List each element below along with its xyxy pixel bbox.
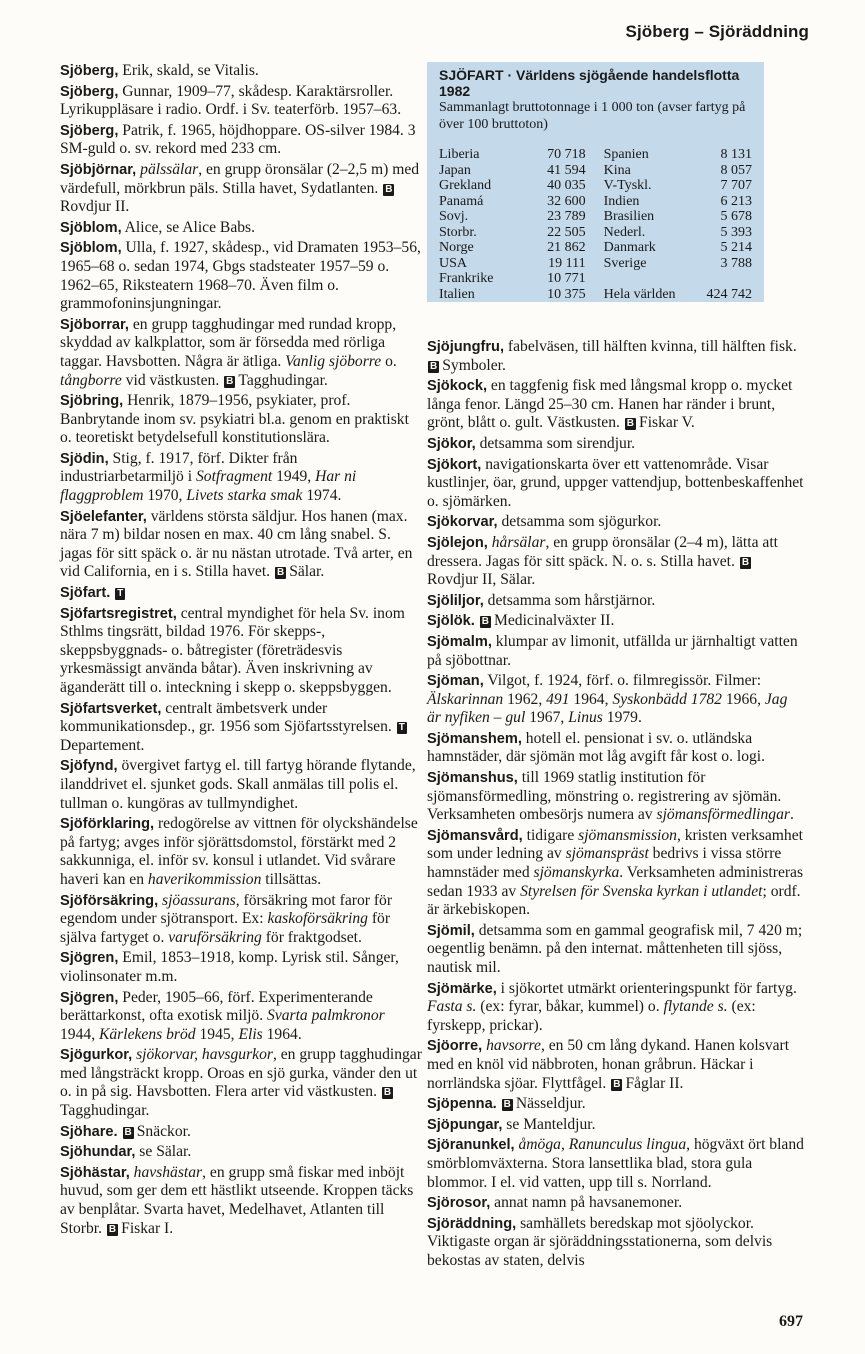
page-number: 697	[779, 1313, 803, 1330]
dictionary-entry	[60, 62, 422, 81]
fleet-tonnage: 40 035	[547, 178, 586, 194]
fleet-tonnage: 5 678	[720, 209, 752, 225]
fleet-total-label: Hela världen	[603, 286, 676, 302]
entry-headword: Sjöblom,	[60, 240, 122, 257]
entry-text: o.	[381, 352, 397, 370]
entry-headword: Sjöorre,	[427, 1038, 483, 1055]
entry-text: Fåglar II.	[625, 1074, 684, 1092]
entry-headword: Sjöberg,	[60, 63, 119, 79]
entry-headword: Sjöhundar,	[60, 1144, 136, 1161]
entry-headword: Sjöranunkel,	[427, 1137, 515, 1154]
entry-text: Rovdjur II, Sälar.	[427, 571, 536, 589]
entry-text: . Verksamheten administreras sedan 1933 av	[427, 864, 804, 900]
dictionary-entry	[60, 605, 422, 698]
entry-text: annat namn på havsanemoner.	[490, 1194, 683, 1212]
fleet-tonnage: 8 131	[720, 147, 752, 163]
entry-italic-term: Vanlig sjöborre	[285, 352, 382, 370]
entry-text: 1944,	[60, 1025, 99, 1043]
entry-text: central myndighet för hela Sv. inom Sthlms tingsrätt, bildad 1976. För skepps-, skeppsbyggnads- o. båtregister (företrädesvis yrkesmässigt använda båtar). Även inskrivning av äganderätt till o. inteckning i skepp o. skeppsbyggen.	[60, 604, 405, 696]
entry-text: (ex: fyrskepp, prickar).	[427, 998, 756, 1034]
entry-text: Sälar.	[289, 563, 325, 581]
dictionary-entry	[60, 949, 422, 986]
entry-text	[497, 1095, 501, 1112]
dictionary-entry	[427, 769, 805, 825]
fleet-tonnage: 41 594	[547, 162, 586, 178]
right-column	[427, 338, 805, 1273]
entry-headword: Sjöberg,	[60, 122, 119, 139]
fleet-tonnage: 6 213	[720, 193, 752, 209]
page-header: Sjöberg – Sjöräddning	[625, 22, 809, 41]
entry-headword: Sjöliljor,	[427, 592, 484, 609]
left-column	[60, 62, 422, 1240]
cross-reference-icon: B	[276, 567, 285, 579]
entry-headword: Sjörosor,	[427, 1195, 491, 1212]
entry-headword: Sjömalm,	[427, 633, 492, 650]
entry-italic-term: Sotfragment	[195, 468, 273, 486]
entry-text: Emil, 1853–1918, komp. Lyrisk stil. Sånger, violinsonater m.m.	[60, 949, 399, 985]
entry-text: klumpar av limonit, utfällda ur järnhaltigt vatten på sjöbottnar.	[427, 632, 798, 669]
fleet-row	[439, 178, 604, 194]
entry-text: , försäkring mot faror för egendom under sjötransport. Ex:	[60, 891, 393, 928]
entry-italic-term: Fasta s.	[427, 998, 477, 1016]
entry-italic-term: Livets starka smak	[186, 487, 303, 505]
fleet-row	[439, 240, 604, 256]
dictionary-entry	[60, 1143, 422, 1162]
fleet-tonnage: 8 057	[720, 162, 752, 178]
fleet-country: Panamá	[439, 193, 484, 209]
entry-headword: Sjömansvård,	[427, 827, 523, 844]
entry-text: Gunnar, 1909–77, skådesp. Karaktärsroller. Lyrikuppläsare i radio. Ordf. i Sv. teaterförb. 1957–63.	[60, 82, 402, 119]
fleet-tonnage: 10 771	[547, 271, 586, 287]
fleet-row	[604, 194, 752, 210]
dictionary-entry	[60, 316, 422, 390]
entry-headword: Sjöbjörnar,	[60, 161, 137, 178]
fleet-row	[604, 225, 752, 241]
entry-headword: Sjöpenna.	[427, 1096, 497, 1113]
fleet-country: Indien	[603, 193, 640, 209]
dictionary-entry	[427, 338, 805, 375]
shipping-fact-box	[427, 62, 764, 302]
dictionary-entry	[60, 815, 422, 889]
entry-text: 1979.	[602, 709, 642, 727]
entry-text: vid västkusten.	[121, 371, 224, 389]
entry-text: Nässeldjur.	[515, 1095, 586, 1113]
cross-reference-icon: B	[613, 1078, 621, 1090]
entry-text: , högväxt ört bland smörblomväxterna. Stora lansettlika blad, stora gula blommor. I el. vid vatten, upp till s. Norrland.	[427, 1136, 804, 1191]
entry-text: för själva fartyget o.	[60, 910, 391, 946]
dictionary-entry	[427, 1215, 805, 1271]
entry-text: Patrik, f. 1965, höjdhoppare. OS-silver 1984. 3 SM-guld o. sv. rekord med 233 cm.	[60, 121, 416, 158]
dictionary-entry	[427, 1136, 805, 1192]
cross-reference-icon: T	[398, 722, 405, 734]
entry-headword: Sjöblom,	[60, 219, 122, 236]
entry-headword: Sjökorvar,	[427, 514, 498, 531]
cross-reference-icon: B	[741, 556, 750, 568]
dictionary-entry	[60, 892, 422, 948]
entry-text: samhällets beredskap mot sjöolyckor. Viktigaste organ är sjöräddningsstationerna, som delvis bekostas av staten, delvis	[427, 1214, 773, 1269]
fleet-row	[439, 163, 604, 179]
fleet-tonnage: 22 505	[547, 224, 586, 240]
fleet-tonnage: 7 707	[720, 178, 752, 194]
entry-headword: Sjöräddning,	[427, 1215, 517, 1232]
entry-text: detsamma som hårstjärnor.	[483, 591, 656, 609]
entry-text: tillsättas.	[261, 870, 322, 888]
entry-headword: Sjögren,	[60, 989, 119, 1006]
fleet-table	[439, 147, 752, 302]
entry-text	[110, 584, 114, 601]
fleet-country: Kina	[603, 162, 631, 178]
fleet-tonnage: 10 375	[547, 286, 586, 302]
entry-headword: Sjögurkor,	[60, 1047, 133, 1064]
fleet-row-spacer	[604, 271, 752, 287]
fleet-country: Norge	[439, 240, 474, 256]
entry-text: Stig, f. 1917, förf. Dikter från industriarbetarmiljö i	[60, 449, 298, 486]
entry-headword: Sjöberg,	[60, 83, 119, 100]
dictionary-entry	[427, 513, 805, 532]
dictionary-entry	[427, 377, 805, 433]
entry-italic-term: sjöassurans	[162, 891, 236, 909]
entry-text: till 1969 statlig institution för sjömansförmedling, mönstring o. registrering av sjömän. Verksamheten ombesörjs numera av	[427, 769, 782, 824]
fleet-country: Frankrike	[439, 271, 494, 287]
entry-text: (ex: fyrar, båkar, kummel) o.	[476, 998, 664, 1016]
dictionary-entry	[427, 1095, 805, 1114]
entry-headword: Sjöfartsregistret,	[60, 605, 177, 622]
entry-text: 1974.	[302, 487, 342, 505]
fleet-country: USA	[439, 255, 468, 271]
dictionary-entry	[427, 612, 805, 631]
entry-headword: Sjöfart.	[60, 585, 111, 602]
fleet-row	[439, 256, 604, 272]
entry-text	[118, 1123, 122, 1140]
fleet-country: Nederl.	[603, 224, 646, 240]
entry-headword: Sjömanshem,	[427, 730, 522, 747]
fleet-country: Danmark	[603, 240, 656, 256]
entry-text: Medicinalväxter II.	[493, 612, 615, 630]
dictionary-entry	[427, 633, 805, 670]
entry-italic-term: Elis	[238, 1025, 263, 1043]
entry-headword: Sjöjungfru,	[427, 339, 505, 355]
entry-italic-term: Linus	[568, 709, 603, 727]
entry-text: bedrivs i vissa större hamnstäder med	[427, 845, 782, 882]
entry-text: 1964,	[569, 690, 613, 708]
dictionary-entry	[60, 122, 422, 159]
fleet-row	[604, 163, 752, 179]
fleet-tonnage: 3 788	[720, 255, 752, 271]
entry-text: se Sälar.	[135, 1143, 192, 1161]
entry-text: en grupp tagghudingar med rundad kropp, skyddad av kalkplattor, som är försedda med rörliga taggar. Havsbotten. Några är ätliga.	[60, 315, 397, 370]
entry-text: Departement.	[60, 736, 145, 754]
fleet-tonnage: 5 214	[720, 240, 752, 256]
entry-text: 1970,	[143, 487, 187, 505]
entry-text: , en 50 cm lång dykand. Hanen kolsvart med en knöl vid näbbroten, honan gråbrun. Häckar i norrländska sjöar. Flyttfågel.	[427, 1037, 790, 1092]
entry-headword: Sjöförklaring,	[60, 816, 155, 833]
cross-reference-icon: B	[124, 1126, 132, 1138]
entry-italic-term: flytande s.	[663, 998, 728, 1016]
entry-italic-term: Svarta palmkronor	[267, 1007, 385, 1025]
entry-headword: Sjöförsäkring,	[60, 892, 159, 909]
entry-headword: Sjöborrar,	[60, 316, 129, 333]
entry-text: Tagghudingar.	[60, 1102, 150, 1120]
entry-italic-term: havsorre	[486, 1037, 541, 1055]
fleet-country: Brasilien	[603, 209, 655, 225]
dictionary-entry	[427, 435, 805, 454]
entry-text: detsamma som sirendjur.	[475, 434, 636, 452]
entry-text: Fiskar V.	[639, 414, 695, 432]
dictionary-entry	[60, 1123, 422, 1142]
entry-text: Erik, skald, se Vitalis.	[118, 62, 259, 79]
entry-italic-term: sjömanspräst	[565, 845, 649, 863]
fleet-country: Japan	[439, 162, 471, 178]
entry-text: Vilgot, f. 1924, förf. o. filmregissör. Filmer:	[483, 672, 762, 690]
entry-text: , en grupp små fiskar med inböjt huvud, som ger dem ett hästlikt utseende. Kroppen täcks av benplåtar. Svarta havet, Medelhavet, Atlanten till Storbr.	[60, 1163, 414, 1237]
fleet-country: Grekland	[439, 178, 492, 194]
fleet-row	[604, 240, 752, 256]
dictionary-entry	[60, 584, 422, 603]
entry-headword: Sjökock,	[427, 378, 488, 395]
entry-headword: Sjölök.	[427, 613, 475, 630]
cross-reference-icon: B	[503, 1099, 511, 1111]
entry-text: 1964.	[262, 1025, 302, 1043]
fleet-country: Liberia	[439, 147, 480, 163]
entry-headword: Sjöman,	[427, 673, 484, 690]
entry-text: , en grupp tagghudingar med långsträckt kropp. Oroas en sjö gurka, vänder den ut o. in på sig. Havsbotten. Flera arter vid västkusten.	[60, 1046, 422, 1101]
dictionary-entry	[60, 1046, 422, 1120]
fleet-tonnage: 5 393	[720, 224, 752, 240]
entry-italic-term: haverikommission	[147, 870, 262, 888]
entry-text: Rovdjur II.	[60, 198, 130, 216]
entry-headword: Sjöfynd,	[60, 758, 118, 775]
entry-text: fabelväsen, till hälften kvinna, till hälften fisk.	[504, 338, 797, 355]
dictionary-entry	[60, 83, 422, 120]
entry-text: Henrik, 1879–1956, psykiater, prof. Banbrytande inom sv. psykiatri bl.a. genom en praktiskt o. teoretiskt betydelsefull konstitutionslära.	[60, 392, 409, 447]
fleet-country: Sverige	[603, 255, 647, 271]
dictionary-entry	[427, 1194, 805, 1213]
entry-italic-term: Syskonbädd 1782	[612, 690, 722, 708]
entry-italic-term: sjömansförmedlingar	[656, 806, 790, 824]
dictionary-entry	[60, 1164, 422, 1238]
entry-text: 1962,	[503, 690, 547, 708]
entry-text: Snäckor.	[136, 1122, 191, 1140]
fleet-tonnage: 23 789	[547, 209, 586, 225]
dictionary-entry	[60, 450, 422, 506]
dictionary-entry	[427, 1037, 805, 1093]
entry-text: Alice, se Alice Babs.	[121, 218, 256, 236]
dictionary-entry	[427, 980, 805, 1036]
entry-headword: Sjögren,	[60, 950, 119, 967]
entry-headword: Sjöelefanter,	[60, 508, 147, 525]
cross-reference-icon: B	[226, 375, 234, 387]
cross-reference-icon: T	[117, 588, 124, 600]
entry-text: Fiskar I.	[121, 1219, 174, 1237]
dictionary-entry	[60, 161, 422, 217]
entry-headword: Sjöhästar,	[60, 1164, 130, 1181]
entry-text: navigationskarta över ett vattenområde. Visar kustlinjer, öar, grund, uppger vattendjup, bottenbeskaffenhet o. sjömärken.	[427, 455, 804, 510]
entry-italic-term: sjökorvar, havsgurkor	[136, 1046, 273, 1064]
entry-italic-term: tångborre	[60, 371, 122, 389]
entry-headword: Sjöbring,	[60, 393, 124, 410]
dictionary-entry	[60, 757, 422, 813]
entry-text: Peder, 1905–66, förf. Experimenterande berättarkonst, ofta exotisk miljö.	[60, 988, 373, 1025]
fleet-tonnage: 70 718	[547, 147, 586, 163]
fleet-total-value: 424 742	[706, 286, 752, 302]
entry-text: en taggfenig fisk med långsmal kropp o. mycket långa fenor. Längd 25–30 cm. Hanen har ränder i brunt, grönt, blått o. gult. Västkusten.	[427, 377, 793, 432]
fleet-row	[439, 271, 604, 287]
entry-italic-term: sjömanskyrka	[533, 864, 620, 882]
fleet-row	[604, 147, 752, 163]
entry-text: , kristen verksamhet som under ledning av	[427, 826, 803, 863]
entry-headword: Sjömärke,	[427, 980, 497, 997]
dictionary-entry	[427, 922, 805, 978]
entry-text: för fraktgodset.	[261, 928, 362, 946]
fleet-row	[439, 194, 604, 210]
fleet-country: Spanien	[603, 147, 649, 163]
dictionary-entry	[60, 700, 422, 756]
entry-text: hotell el. pensionat i sv. o. utländska hamnstäder, där sjömän mot låg avgift får kost o. logi.	[427, 729, 766, 766]
entry-text: detsamma som en gammal geografisk mil, 7 420 m; oegentlig benämn. på den internat. måttenheten till sjöss, nautisk mil.	[427, 921, 803, 976]
fact-box-subtitle: Sammanlagt bruttotonnage i 1 000 ton (avser fartyg på över 100 bruttoton)	[439, 100, 746, 132]
entry-text: 1945,	[195, 1025, 239, 1043]
entry-italic-term: Har ni flaggproblem	[60, 468, 357, 505]
entry-italic-term: Jag är nyfiken – gul	[427, 690, 788, 727]
entry-headword: Sjöfartsverket,	[60, 700, 162, 717]
entry-headword: Sjökort,	[427, 456, 482, 473]
entry-italic-term: Styrelsen för Svenska kyrkan i utlandet	[520, 882, 763, 900]
cross-reference-icon: B	[626, 418, 635, 430]
entry-text: , en grupp öronsälar (2–2,5 m) med värdefull, mörkbrun päls. Stilla havet, Sydatlanten.	[60, 160, 420, 197]
dictionary-entry	[427, 534, 805, 590]
entry-italic-term: havshästar	[133, 1163, 203, 1181]
entry-text: 1967,	[525, 709, 569, 727]
entry-text: .	[789, 806, 794, 824]
dictionary-entry	[427, 827, 805, 920]
entry-text: 1949,	[272, 468, 316, 486]
fleet-table-right-column	[604, 147, 752, 302]
cross-reference-icon: B	[108, 1223, 117, 1235]
dictionary-entry	[60, 239, 422, 313]
cross-reference-icon: B	[385, 183, 393, 195]
entry-italic-term: sjömansmission	[578, 826, 677, 844]
entry-italic-term: kaskoförsäkring	[267, 910, 368, 928]
entry-text: Symboler.	[442, 356, 506, 374]
entry-text: ; ordf. är ärkebiskopen.	[427, 882, 801, 919]
dictionary-entry	[60, 989, 422, 1045]
entry-text: Tagghudingar.	[238, 371, 328, 389]
fleet-row	[604, 178, 752, 194]
fleet-total-row	[604, 287, 752, 303]
fleet-row	[439, 147, 604, 163]
entry-text	[475, 612, 479, 629]
entry-headword: Sjömil,	[427, 922, 475, 939]
cross-reference-icon: B	[430, 360, 438, 372]
entry-headword: Sjöpungar,	[427, 1116, 503, 1133]
entry-text: detsamma som sjögurkor.	[497, 513, 662, 531]
entry-italic-term: hårsälar	[491, 533, 546, 551]
entry-headword: Sjöhare.	[60, 1123, 118, 1140]
entry-text: redogörelse av vittnen för olyckshändelse på fartyg; avges inför sjörättsdomstol, förstärkt med 2 sakkunniga, el. inför sv. konsul i utlandet. Vid svårare haveri kan en	[60, 815, 418, 888]
fleet-row	[439, 209, 604, 225]
fleet-row	[604, 256, 752, 272]
fact-box-title: SJÖFART · Världens sjögående handelsflotta 1982	[439, 67, 740, 99]
entry-headword: Sjödin,	[60, 450, 109, 467]
fleet-table-left-column	[439, 147, 604, 302]
entry-text: världens största säldjur. Hos hanen (max. nära 7 m) bildar nosen en max. 40 cm lång snabel. S. jagas för sitt späck o. är nu nästan utrotade. Två arter, en vid California, en i s. Stilla havet.	[60, 507, 413, 581]
fleet-row	[604, 209, 752, 225]
entry-text: centralt ämbetsverk under kommunikationsdep., gr. 1956 som Sjöfartsstyrelsen.	[60, 699, 396, 736]
entry-italic-term: åmöga, Ranunculus lingua	[518, 1136, 687, 1154]
entry-headword: Sjölejon,	[427, 534, 488, 551]
entry-text: tidigare	[522, 826, 579, 844]
entry-text: i sjökortet utmärkt orienteringspunkt för fartyg.	[496, 979, 797, 997]
fleet-tonnage: 19 111	[548, 255, 586, 271]
fleet-tonnage: 32 600	[547, 193, 586, 209]
entry-text: 1966,	[721, 690, 765, 708]
fleet-country: Sovj.	[439, 209, 469, 225]
entry-italic-term: Kärlekens bröd	[98, 1025, 196, 1043]
entry-headword: Sjömanshus,	[427, 770, 518, 787]
entry-italic-term: 491	[546, 690, 570, 708]
dictionary-entry	[60, 508, 422, 582]
dictionary-entry	[427, 456, 805, 512]
fleet-country: Italien	[439, 286, 475, 302]
entry-italic-term: varuförsäkring	[168, 928, 262, 946]
entry-italic-term: pälssälar	[140, 160, 199, 178]
dictionary-entry	[427, 672, 805, 728]
dictionary-entry	[427, 730, 805, 767]
entry-headword: Sjökor,	[427, 435, 476, 452]
entry-text: Ulla, f. 1927, skådesp., vid Dramaten 1953–56, 1965–68 o. sedan 1974, Gbgs stadsteater 1957–59 o. 1962–65, Riksteatern 1968–70. Även film o. grammofoninsjungningar.	[60, 239, 421, 313]
cross-reference-icon: B	[383, 1087, 392, 1099]
dictionary-entry	[427, 592, 805, 611]
dictionary-entry	[60, 219, 422, 238]
fleet-row	[439, 225, 604, 241]
entry-text: , en grupp öronsälar (2–4 m), lätta att dressera. Jagas för sitt späck. N. o. s. Stilla havet.	[427, 533, 778, 570]
fleet-tonnage: 21 862	[547, 240, 586, 256]
entry-text: se Manteldjur.	[502, 1115, 596, 1133]
entry-text: övergivet fartyg el. till fartyg hörande flytande, ilanddrivet el. sjunket gods. Skall anmälas till polis el. tullman o. kungöras av tullmyndighet.	[60, 757, 416, 812]
entry-italic-term: Älskarinnan	[427, 690, 504, 708]
fleet-country: Storbr.	[439, 224, 477, 240]
dictionary-entry	[60, 392, 422, 448]
dictionary-entry	[427, 1116, 805, 1135]
cross-reference-icon: B	[481, 616, 489, 628]
fleet-country: V-Tyskl.	[603, 178, 652, 194]
fleet-row	[439, 287, 604, 303]
